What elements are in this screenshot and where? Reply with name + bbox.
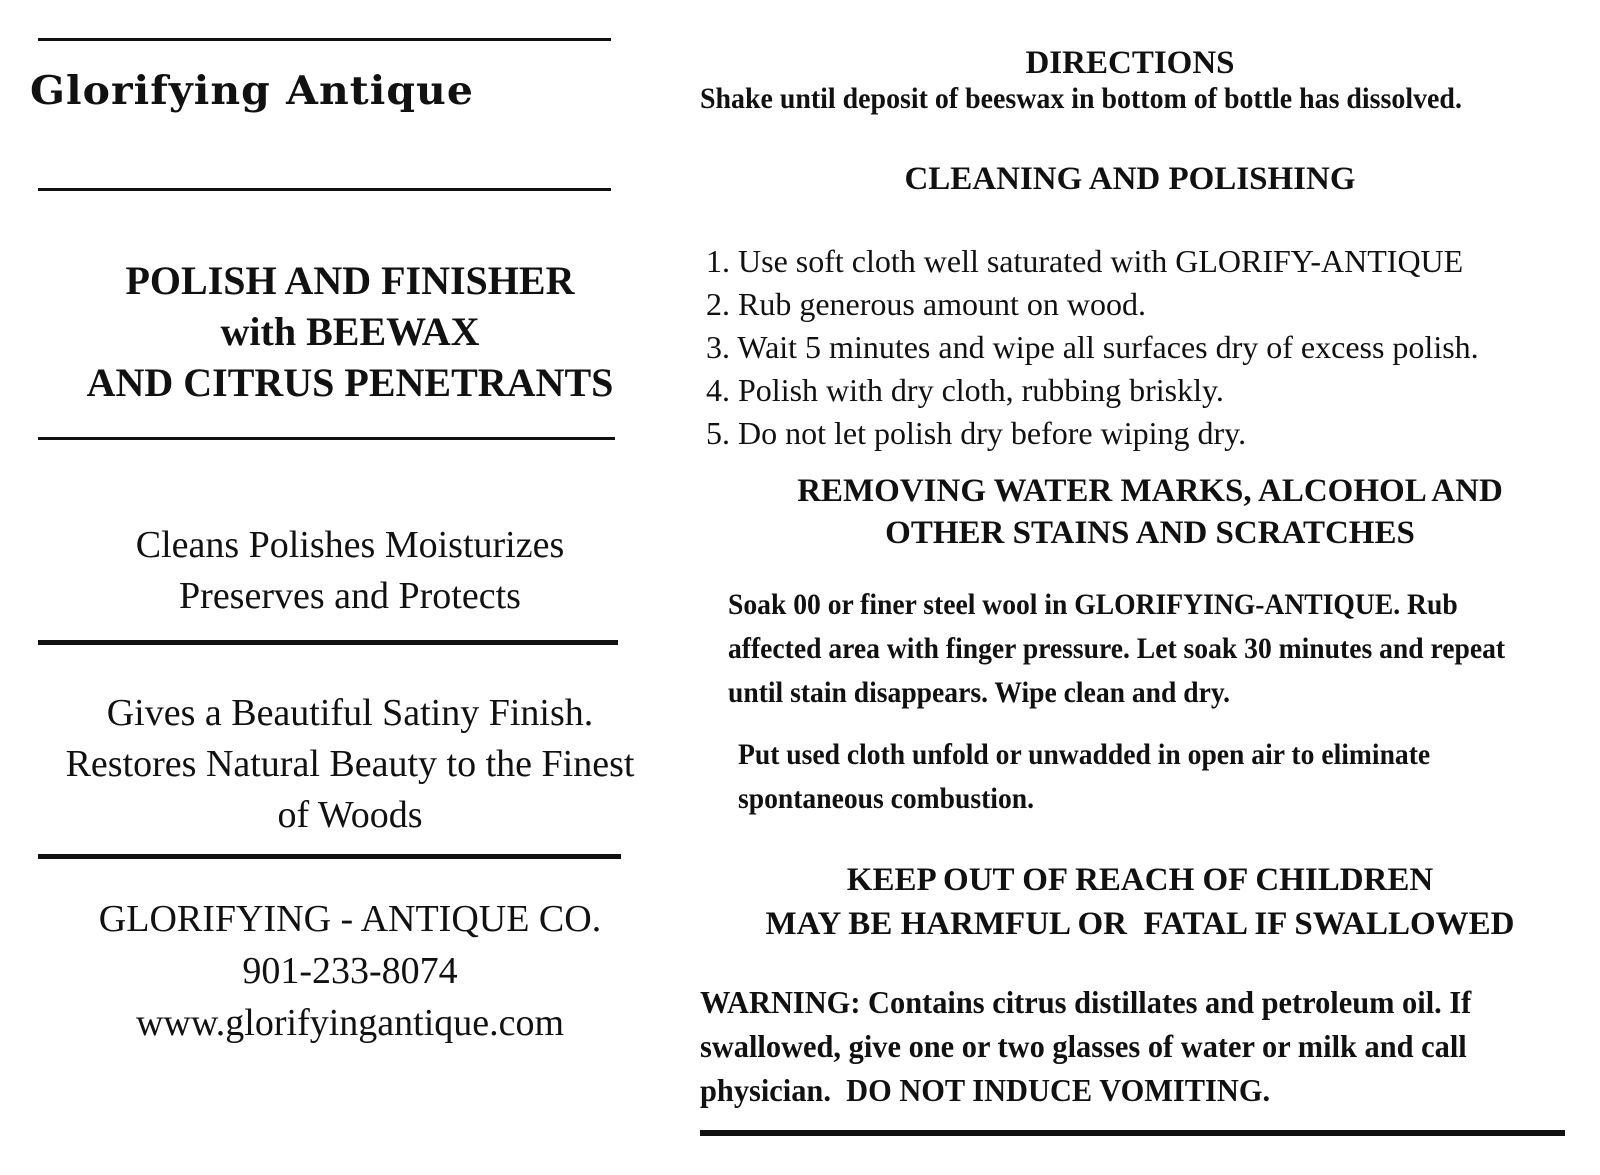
directions-text: Shake until deposit of beeswax in bottom of bottle has dissolved. — [700, 82, 1462, 115]
company-name: GLORIFYING - ANTIQUE CO. — [98, 898, 602, 940]
benefit-line: Preserves and Protects — [179, 575, 521, 617]
warning-line: WARNING: Contains citrus distillates and petroleum oil. If — [700, 984, 1472, 1020]
cleaning-heading: CLEANING AND POLISHING — [904, 161, 1356, 197]
removing-heading-line: OTHER STAINS AND SCRATCHES — [885, 515, 1415, 551]
soak-instructions — [728, 583, 1538, 715]
caution-line: MAY BE HARMFUL OR FATAL IF SWALLOWED — [765, 906, 1515, 942]
cleaning-steps — [706, 240, 1586, 455]
caution-heading — [700, 858, 1580, 946]
divider-benefits — [38, 640, 618, 645]
finish-line: of Woods — [277, 794, 423, 836]
divider-brand — [38, 188, 611, 191]
soak-line: affected area with finger pressure. Let soak 30 minutes and repeat — [728, 632, 1506, 665]
product-line: AND CITRUS PENETRANTS — [86, 360, 614, 405]
warning-text — [700, 980, 1546, 1112]
finish-text — [30, 688, 670, 841]
cloth-line: spontaneous combustion. — [738, 782, 1035, 815]
caution-line: KEEP OUT OF REACH OF CHILDREN — [846, 862, 1434, 898]
directions-heading: DIRECTIONS — [1025, 45, 1235, 81]
soak-line: until stain disappears. Wipe clean and dry. — [728, 676, 1231, 709]
company-phone: 901-233-8074 — [242, 950, 458, 992]
company-info — [40, 893, 660, 1049]
removing-heading-line: REMOVING WATER MARKS, ALCOHOL AND — [797, 473, 1503, 509]
divider-bottom — [700, 1130, 1565, 1136]
product-line: with BEEWAX — [220, 309, 480, 354]
benefit-line: Cleans Polishes Moisturizes — [135, 524, 565, 566]
cleaning-step: 5. Do not let polish dry before wiping dry. — [706, 415, 1247, 451]
benefits-text — [40, 520, 660, 622]
cleaning-step: 1. Use soft cloth well saturated with GLORIFY-ANTIQUE — [706, 243, 1464, 279]
product-line: POLISH AND FINISHER — [125, 258, 575, 303]
cloth-line: Put used cloth unfold or unwadded in open air to eliminate — [738, 738, 1431, 771]
removing-heading — [720, 470, 1580, 554]
divider-finish — [38, 854, 621, 859]
cloth-disposal-note — [738, 733, 1529, 821]
finish-line: Restores Natural Beauty to the Finest — [65, 743, 635, 785]
finish-line: Gives a Beautiful Satiny Finish. — [106, 692, 594, 734]
soak-line: Soak 00 or finer steel wool in GLORIFYING-ANTIQUE. Rub — [728, 588, 1458, 621]
product-description — [40, 255, 660, 408]
company-website: www.glorifyingantique.com — [135, 1002, 565, 1044]
divider-product — [38, 437, 615, 440]
brand-title: Glorifying Antique — [30, 68, 474, 114]
warning-line: swallowed, give one or two glasses of water or milk and call — [700, 1028, 1467, 1064]
cleaning-step: 3. Wait 5 minutes and wipe all surfaces dry of excess polish. — [706, 329, 1479, 365]
cleaning-step: 4. Polish with dry cloth, rubbing briskly. — [706, 372, 1224, 408]
warning-line: physician. DO NOT INDUCE VOMITING. — [700, 1072, 1271, 1108]
divider-top — [38, 38, 611, 41]
cleaning-step: 2. Rub generous amount on wood. — [706, 286, 1146, 322]
